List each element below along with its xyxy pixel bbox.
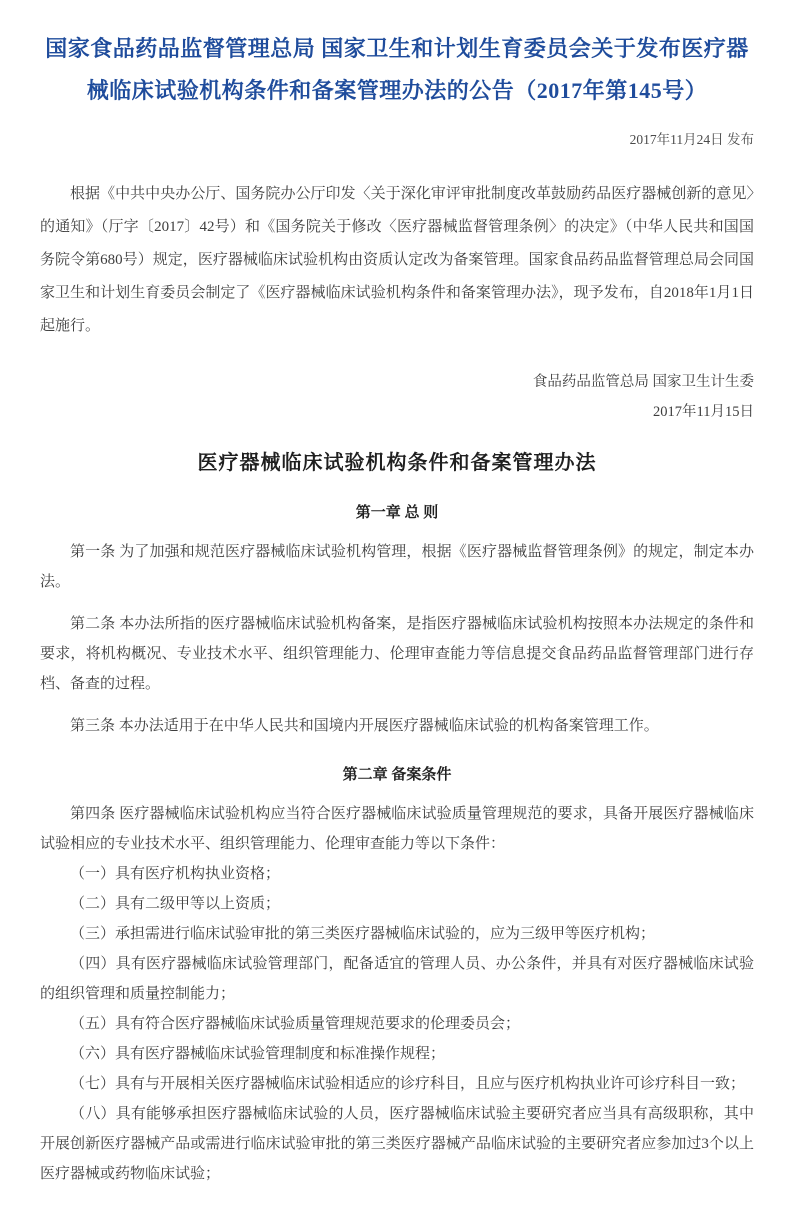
condition-item: （八）具有能够承担医疗器械临床试验的人员，医疗器械临床试验主要研究者应当具有高级职称，其中开展创新医疗器械产品或需进行临床试验审批的第三类医疗器械产品临床试验的主要研究者应参加过3个以上医疗器械或药物临床试验； xyxy=(40,1106,754,1182)
article-paragraph: 第二条 本办法所指的医疗器械临床试验机构备案，是指医疗器械临床试验机构按照本办法规定的条件和要求，将机构概况、专业技术水平、组织管理能力、伦理审查能力等信息提交食品药品监督管理部门进行存档、备查的过程。 xyxy=(40,616,754,692)
article-paragraph: 第一条 为了加强和规范医疗器械临床试验机构管理，根据《医疗器械监督管理条例》的规定，制定本办法。 xyxy=(40,544,754,590)
chapter-heading-2: 第二章 备案条件 xyxy=(342,767,452,783)
condition-item: （二）具有二级甲等以上资质； xyxy=(70,896,281,912)
signature-date: 2017年11月15日 xyxy=(653,404,754,420)
signature-agencies: 食品药品监管总局 国家卫生计生委 xyxy=(532,374,754,390)
publish-date: 2017年11月24日 发布 xyxy=(629,132,754,147)
condition-item: （一）具有医疗机构执业资格； xyxy=(70,866,281,882)
article-paragraph: 第四条 医疗器械临床试验机构应当符合医疗器械临床试验质量管理规范的要求，具备开展医疗器械临床试验相应的专业技术水平、组织管理能力、伦理审查能力等以下条件： xyxy=(40,806,754,852)
announcement-title: 国家食品药品监督管理总局 国家卫生和计划生育委员会关于发布医疗器械临床试验机构条件和备案管理办法的公告（2017年第145号） xyxy=(45,36,749,103)
condition-item: （七）具有与开展相关医疗器械临床试验相适应的诊疗科目，且应与医疗机构执业许可诊疗科目一致； xyxy=(70,1076,746,1092)
condition-item: （五）具有符合医疗器械临床试验质量管理规范要求的伦理委员会； xyxy=(70,1016,521,1032)
condition-item: （四）具有医疗器械临床试验管理部门，配备适宜的管理人员、办公条件，并具有对医疗器械临床试验的组织管理和质量控制能力； xyxy=(40,956,754,1002)
article-paragraph: 第三条 本办法适用于在中华人民共和国境内开展医疗器械临床试验的机构备案管理工作。 xyxy=(70,718,659,734)
condition-item: （三）承担需进行临床试验审批的第三类医疗器械临床试验的，应为三级甲等医疗机构； xyxy=(70,926,656,942)
chapter-heading-1: 第一章 总 则 xyxy=(355,505,439,521)
condition-item: （六）具有医疗器械临床试验管理制度和标准操作规程； xyxy=(70,1046,446,1062)
chapters-container xyxy=(40,501,754,1189)
regulation-title: 医疗器械临床试验机构条件和备案管理办法 xyxy=(197,452,597,474)
intro-paragraph: 根据《中共中央办公厅、国务院办公厅印发〈关于深化审评审批制度改革鼓励药品医疗器械创新的意见〉的通知》（厅字〔2017〕42号）和《国务院关于修改〈医疗器械监督管理条例〉的决定》（中华人民共和国国务院令第680号）规定，医疗器械临床试验机构由资质认定改为备案管理。国家食品药品监督管理总局会同国家卫生和计划生育委员会制定了《医疗器械临床试验机构条件和备案管理办法》，现予发布，自2018年1月1日起施行。 xyxy=(40,186,754,334)
